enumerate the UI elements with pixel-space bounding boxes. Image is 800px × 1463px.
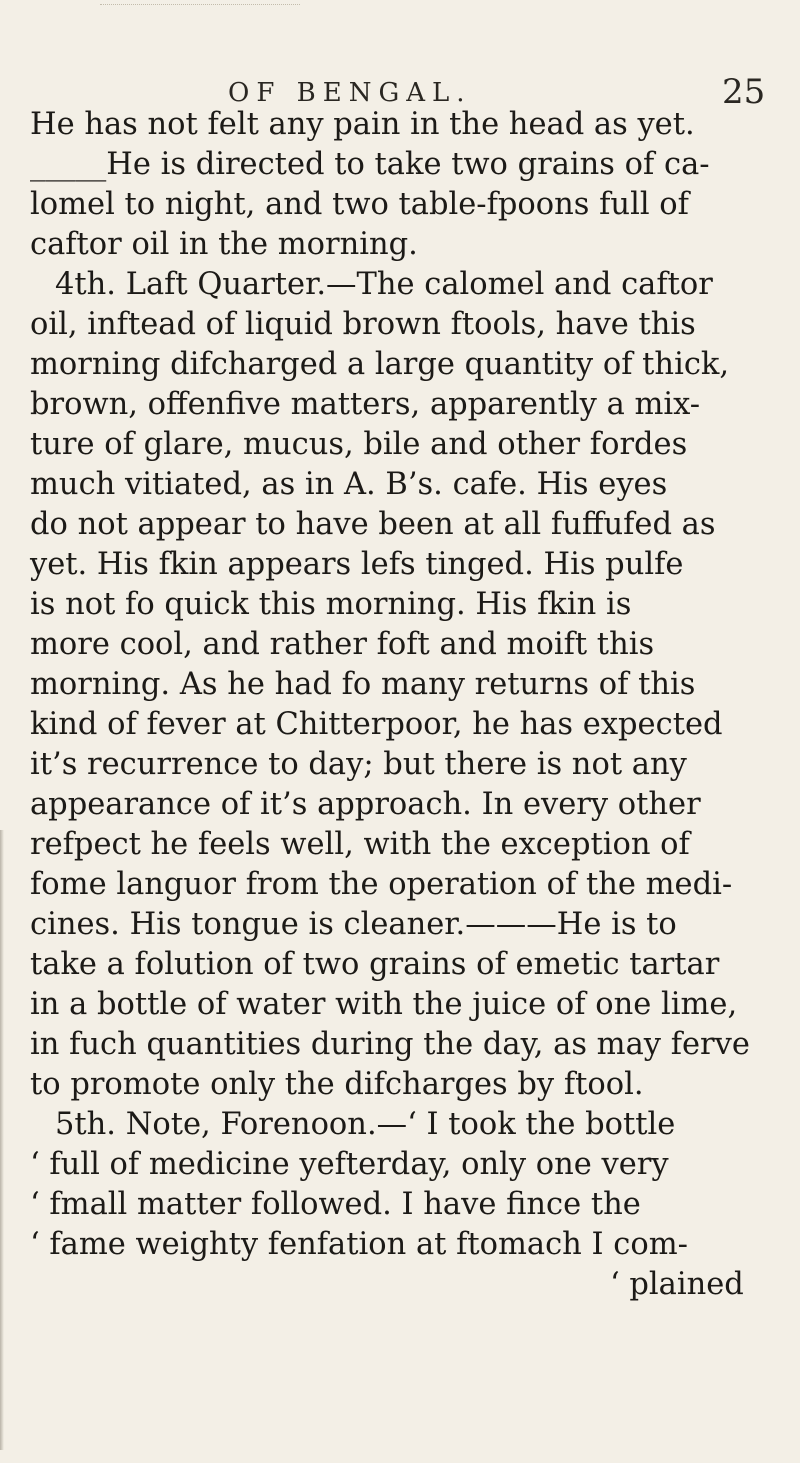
text-line: much vitiated, as in A. B’s. cafe. His eyes bbox=[30, 467, 668, 502]
text-line: 4th. Laft Quarter.—The calomel and caftor bbox=[55, 267, 713, 302]
text-line: morning difcharged a large quantity of thick, bbox=[30, 347, 730, 382]
text-line: cines. His tongue is cleaner.———He is to bbox=[30, 907, 677, 942]
text-line: appearance of it’s approach. In every other bbox=[30, 787, 701, 822]
running-header: OF BENGAL. bbox=[228, 78, 472, 108]
text-line: _____He is directed to take two grains of ca- bbox=[30, 147, 710, 182]
text-line: more cool, and rather foft and moift this bbox=[30, 627, 655, 662]
text-line: in a bottle of water with the juice of one lime, bbox=[30, 987, 738, 1022]
binding-shadow bbox=[0, 830, 4, 1450]
catchword-line: ‘ plained bbox=[610, 1267, 744, 1302]
text-line: brown, offenfive matters, apparently a mix- bbox=[30, 387, 701, 422]
text-line: is not fo quick this morning. His fkin is bbox=[30, 587, 632, 622]
text-line: in fuch quantities during the day, as may ferve bbox=[30, 1027, 750, 1062]
text-line: to promote only the difcharges by ftool. bbox=[30, 1067, 644, 1102]
text-line: oil, inftead of liquid brown ftools, have this bbox=[30, 307, 696, 342]
text-line: kind of fever at Chitterpoor, he has expected bbox=[30, 707, 723, 742]
text-line: 5th. Note, Forenoon.—‘ I took the bottle bbox=[55, 1107, 676, 1142]
text-line: yet. His fkin appears lefs tinged. His pulfe bbox=[30, 547, 684, 582]
text-line: He has not felt any pain in the head as yet. bbox=[30, 107, 695, 142]
page-number: 25 bbox=[722, 72, 766, 112]
text-line: take a folution of two grains of emetic tartar bbox=[30, 947, 720, 982]
text-line: ‘ full of medicine yefterday, only one very bbox=[30, 1147, 669, 1182]
text-line: lomel to night, and two table-fpoons full of bbox=[30, 187, 689, 222]
text-line: ‘ fmall matter followed. I have fince the bbox=[30, 1187, 641, 1222]
page-edge-mark bbox=[100, 4, 300, 25]
text-line: do not appear to have been at all fuffufed as bbox=[30, 507, 716, 542]
text-line: ture of glare, mucus, bile and other fordes bbox=[30, 427, 688, 462]
text-line: it’s recurrence to day; but there is not any bbox=[30, 747, 687, 782]
text-line: ‘ fame weighty fenfation at ftomach I com- bbox=[30, 1227, 688, 1262]
text-line: refpect he feels well, with the exception of bbox=[30, 827, 690, 862]
text-line: morning. As he had fo many returns of this bbox=[30, 667, 696, 702]
text-line: caftor oil in the morning. bbox=[30, 227, 418, 262]
text-line: fome languor from the operation of the medi- bbox=[30, 867, 733, 902]
